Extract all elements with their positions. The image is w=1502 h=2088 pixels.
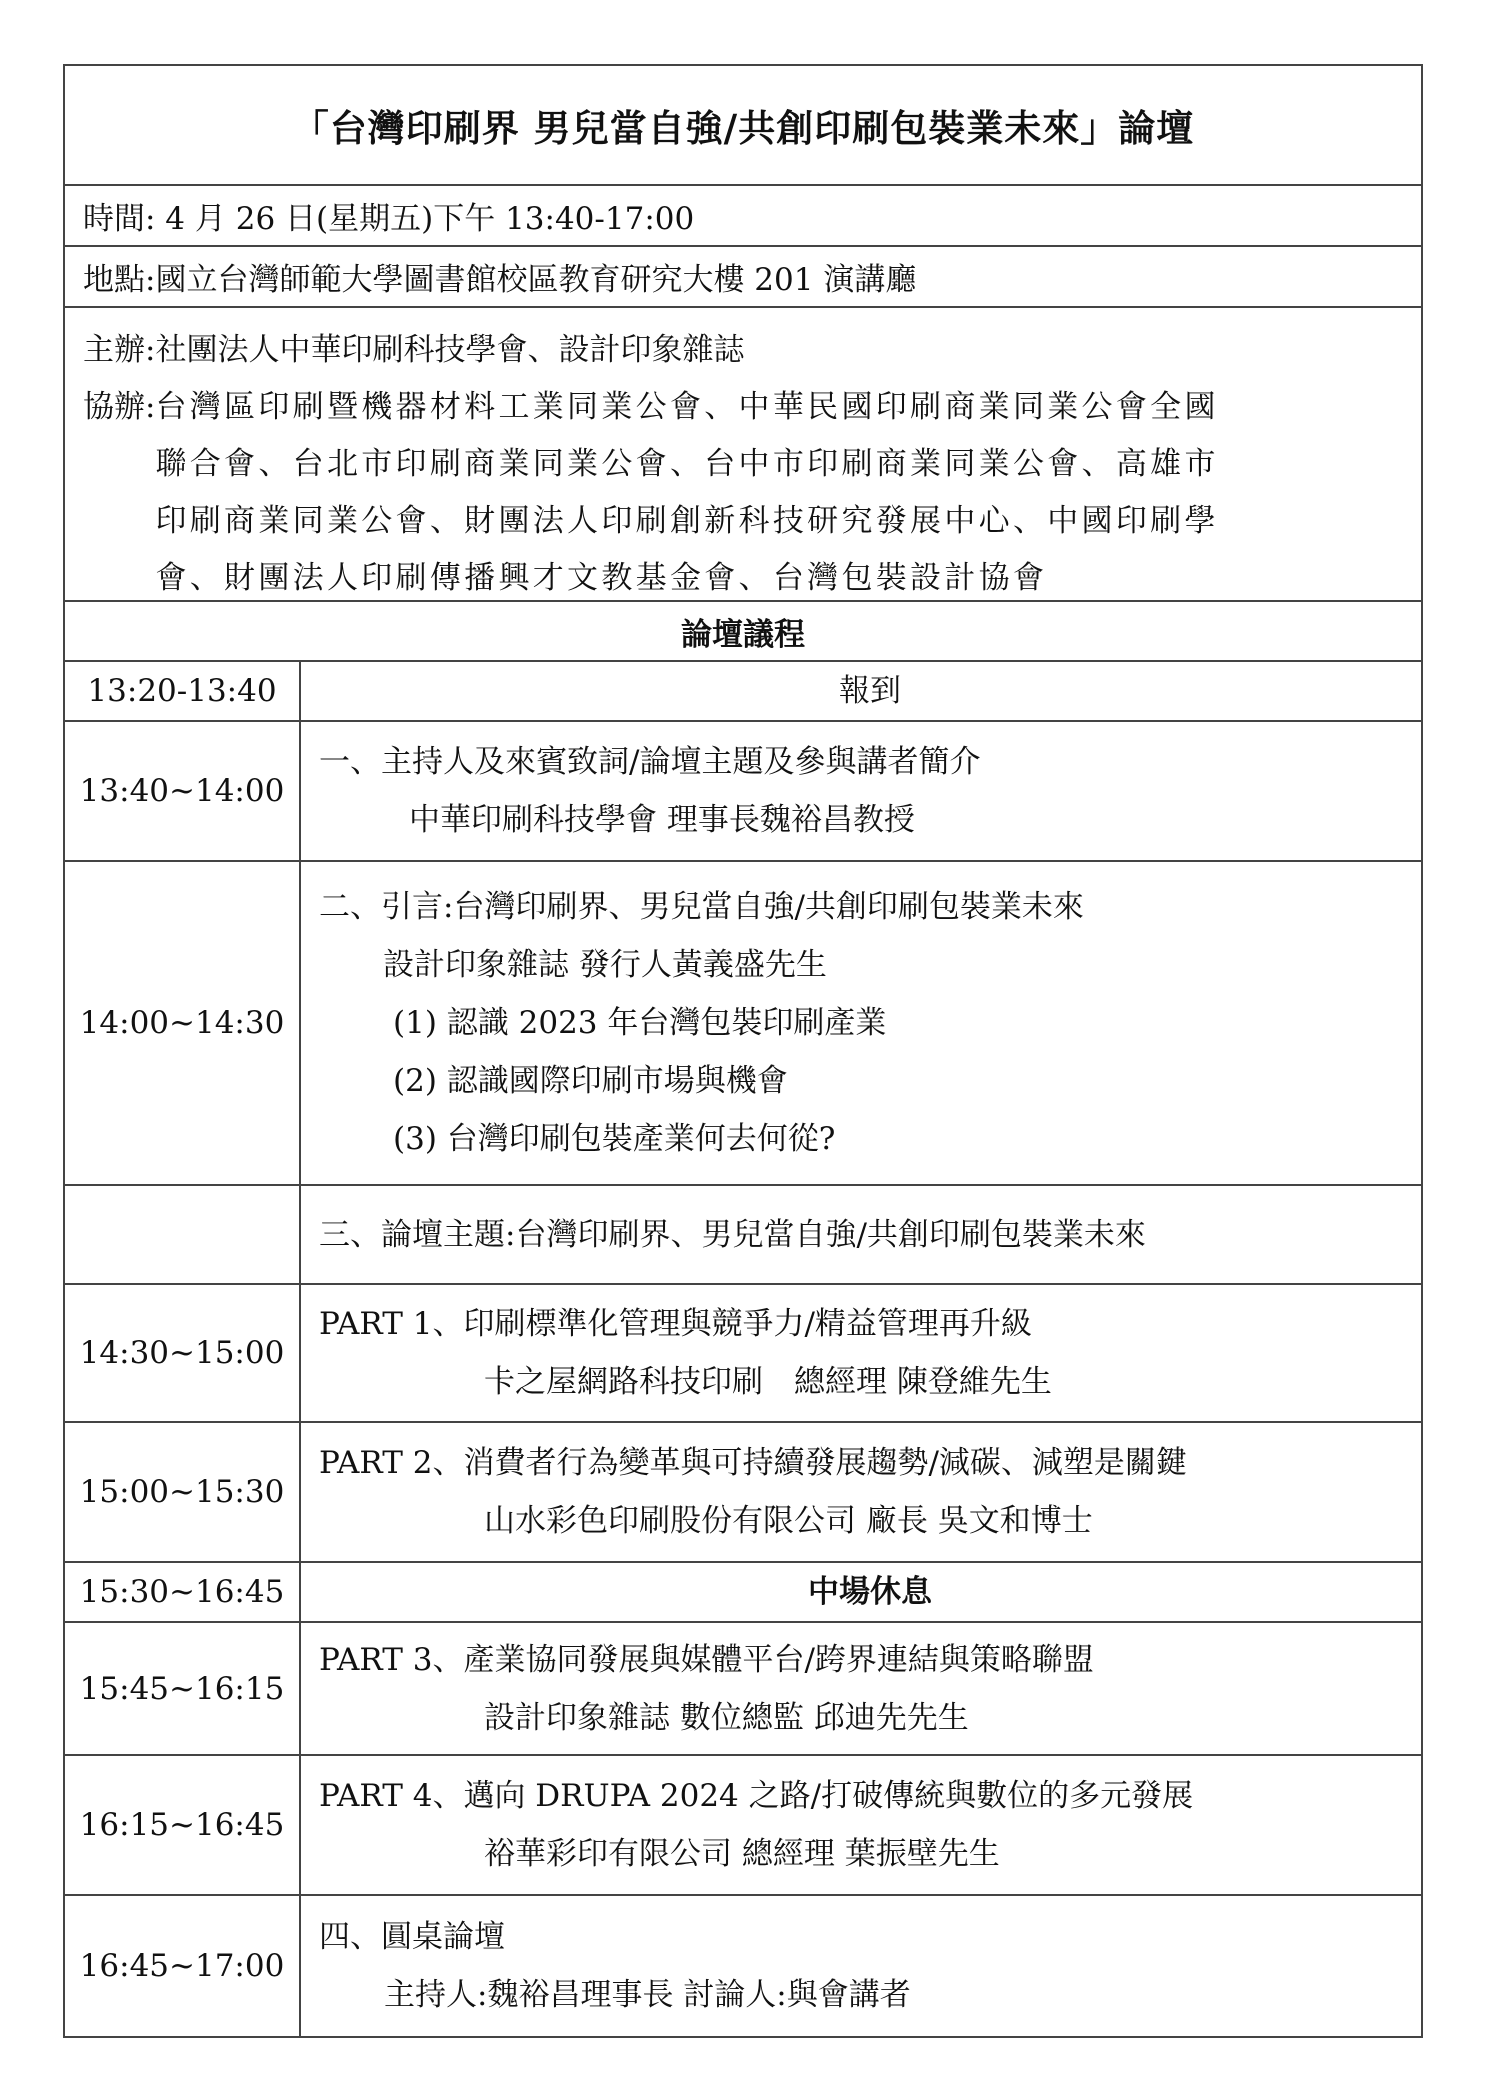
agenda-line: 裕華彩印有限公司 總經理 葉振壁先生 [484, 1836, 1000, 1872]
agenda-time: 16:45~17:00 [65, 1896, 301, 2036]
cohost-line: 印刷商業同業公會、財團法人印刷創新科技研究發展中心、中國印刷學 [155, 503, 1219, 539]
agenda-line: 中華印刷科技學會 理事長魏裕昌教授 [409, 802, 915, 838]
agenda-content [301, 722, 1421, 860]
agenda-line: 設計印象雜誌 數位總監 邱迪先先生 [484, 1699, 969, 1736]
cohost-line: 聯合會、台北市印刷商業同業公會、台中市印刷商業同業公會、高雄市 [155, 446, 1219, 482]
agenda-line: 一、主持人及來賓致詞/論壇主題及參與講者簡介 [319, 744, 981, 780]
cohost-block [83, 379, 1403, 607]
agenda-line: 三、論壇主題:台灣印刷界、男兒當自強/共創印刷包裝業未來 [319, 1216, 1146, 1253]
agenda-line: (2) 認識國際印刷市場與機會 [393, 1063, 788, 1099]
agenda-line: 二、引言:台灣印刷界、男兒當自強/共創印刷包裝業未來 [319, 889, 1084, 925]
agenda-content [301, 1756, 1421, 1894]
agenda-line: 四、圓桌論壇 [319, 1919, 505, 1955]
agenda-row [65, 722, 1421, 862]
agenda-line: 卡之屋網路科技印刷 總經理 陳登維先生 [484, 1364, 1052, 1400]
agenda-row [65, 1896, 1421, 2036]
agenda-time: 14:00~14:30 [65, 862, 301, 1184]
host-line: 主辦:社團法人中華印刷科技學會、設計印象雜誌 [83, 332, 745, 368]
agenda-row [65, 862, 1421, 1186]
agenda-content [301, 1423, 1421, 1561]
agenda-time: 14:30~15:00 [65, 1285, 301, 1421]
agenda-row [65, 662, 1421, 722]
agenda-row [65, 1563, 1421, 1623]
event-time: 時間: 4 月 26 日(星期五)下午 13:40-17:00 [65, 186, 1421, 247]
agenda-line: PART 2、消費者行為變革與可持續發展趨勢/減碳、減塑是關鍵 [319, 1445, 1187, 1481]
agenda-time: 13:20-13:40 [65, 662, 301, 720]
agenda-row [65, 1186, 1421, 1285]
agenda-line: (3) 台灣印刷包裝產業何去何從? [393, 1121, 836, 1157]
agenda-content [301, 1186, 1421, 1283]
agenda-row [65, 1285, 1421, 1423]
cohost-line: 會、財團法人印刷傳播興才文教基金會、台灣包裝設計協會 [155, 560, 1048, 596]
agenda-time: 15:00~15:30 [65, 1423, 301, 1561]
agenda-line: PART 4、邁向 DRUPA 2024 之路/打破傳統與數位的多元發展 [319, 1778, 1194, 1814]
agenda-line: 報到 [839, 673, 901, 709]
cohost-line: 台灣區印刷暨機器材料工業同業公會、中華民國印刷商業同業公會全國 [155, 389, 1219, 425]
agenda-content [301, 662, 1421, 720]
agenda-line: 山水彩色印刷股份有限公司 廠長 吳文和博士 [484, 1503, 1093, 1539]
agenda-content [301, 1285, 1421, 1421]
agenda-row [65, 1623, 1421, 1756]
agenda-line: PART 1、印刷標準化管理與競爭力/精益管理再升級 [319, 1306, 1032, 1342]
agenda-time: 16:15~16:45 [65, 1756, 301, 1894]
agenda-content [301, 1563, 1421, 1621]
agenda-heading: 論壇議程 [65, 602, 1421, 662]
agenda-line: 設計印象雜誌 發行人黃義盛先生 [383, 947, 827, 983]
agenda-document [63, 64, 1423, 2038]
agenda-line: 主持人:魏裕昌理事長 討論人:與會講者 [384, 1977, 911, 2013]
agenda-time: 15:45~16:15 [65, 1623, 301, 1754]
agenda-time [65, 1186, 301, 1283]
agenda-time: 13:40~14:00 [65, 722, 301, 860]
agenda-time: 15:30~16:45 [65, 1563, 301, 1621]
agenda-content [301, 1896, 1421, 2036]
cohost-label: 協辦: [83, 389, 156, 425]
agenda-line: PART 3、產業協同發展與媒體平台/跨界連結與策略聯盟 [319, 1641, 1094, 1678]
agenda-content [301, 862, 1421, 1184]
agenda-line: 中場休息 [808, 1574, 932, 1610]
document-title: 「台灣印刷界 男兒當自強/共創印刷包裝業未來」論壇 [65, 66, 1421, 186]
agenda-row [65, 1756, 1421, 1896]
agenda-content [301, 1623, 1421, 1754]
agenda-line: (1) 認識 2023 年台灣包裝印刷產業 [393, 1005, 887, 1041]
agenda-row [65, 1423, 1421, 1563]
organizers [65, 308, 1421, 602]
event-venue: 地點:國立台灣師範大學圖書館校區教育研究大樓 201 演講廳 [65, 247, 1421, 308]
